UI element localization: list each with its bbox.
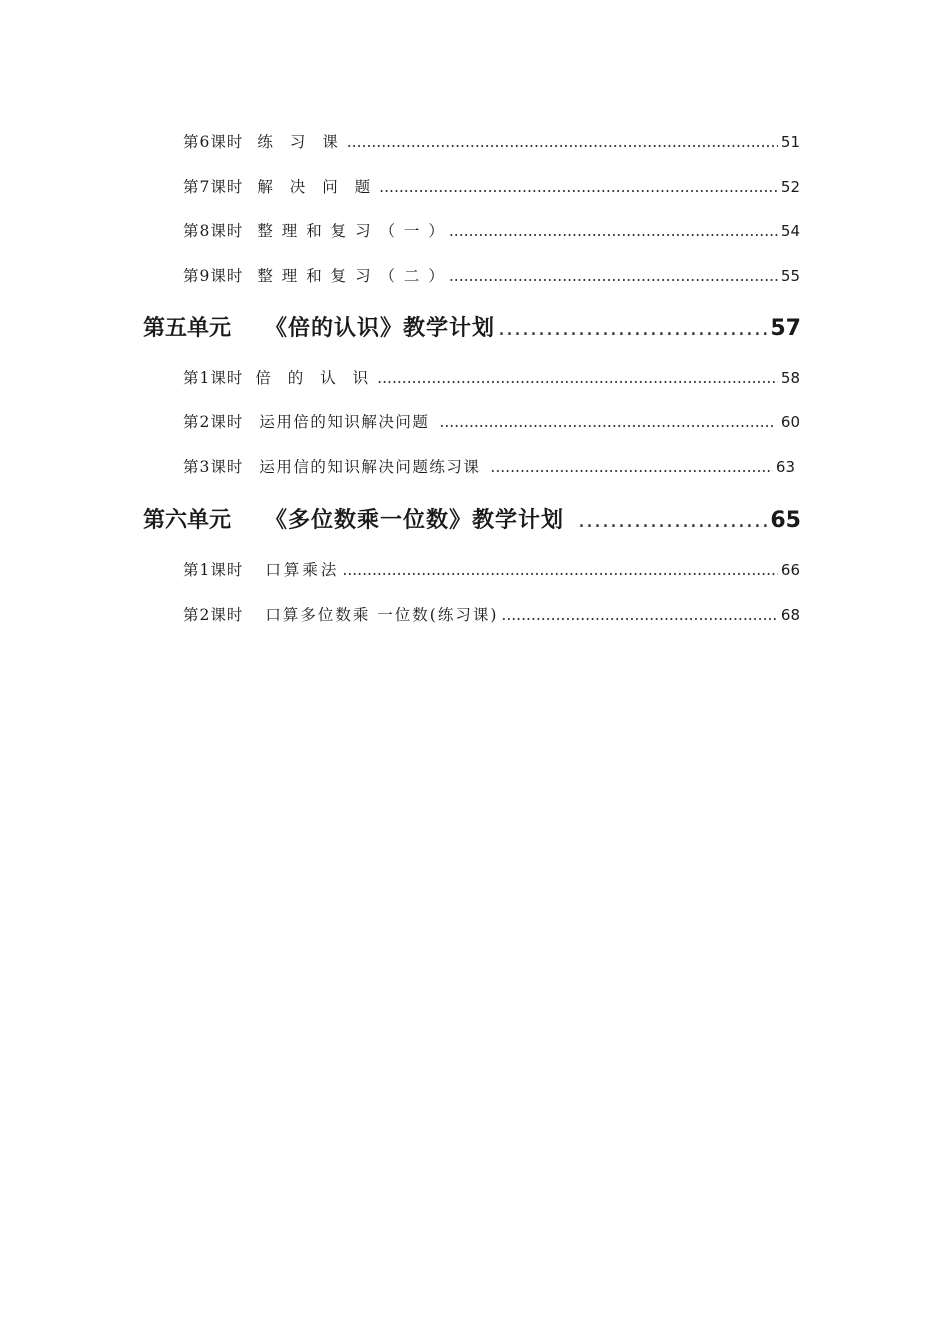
- toc-entry-title: 运用信的知识解决问题练习课: [259, 458, 481, 476]
- toc-entry-page: 66: [780, 561, 800, 579]
- toc-entry[interactable]: [183, 264, 800, 286]
- toc-entry[interactable]: [183, 175, 800, 197]
- toc-unit-heading[interactable]: [143, 311, 801, 342]
- unit-label: 第五单元: [143, 316, 232, 341]
- unit-page: 57: [770, 316, 801, 341]
- dot-leader: [342, 561, 778, 579]
- toc-entry-label: 第9课时: [183, 267, 244, 285]
- toc-entry-page: 63: [775, 458, 795, 476]
- toc-entry[interactable]: [183, 130, 800, 152]
- toc-entry-page: 55: [780, 267, 800, 285]
- dot-leader: [578, 508, 767, 533]
- toc-entry[interactable]: [183, 410, 800, 432]
- toc-entry-label: 第1课时: [183, 561, 244, 579]
- toc-entry-page: 68: [780, 606, 800, 624]
- toc-entry-title: 整 理 和 复 习 （ 一 ）: [257, 222, 446, 240]
- toc-entry[interactable]: [183, 219, 800, 241]
- toc-entry-label: 第6课时: [183, 133, 244, 151]
- dot-leader: [449, 267, 778, 285]
- toc-entry-title: 整 理 和 复 习 （ 二 ）: [257, 267, 446, 285]
- unit-page: 65: [770, 508, 801, 533]
- dot-leader: [379, 178, 778, 196]
- toc-entry-title: 练 习 课: [257, 133, 344, 151]
- toc-entry-title: 倍 的 认 识: [255, 369, 375, 387]
- toc-entry-title: 解 决 问 题: [257, 178, 377, 196]
- dot-leader: [347, 133, 778, 151]
- toc-entry[interactable]: [183, 603, 800, 625]
- unit-title: 《倍的认识》教学计划: [265, 316, 496, 341]
- toc-entry-label: 第1课时: [183, 369, 244, 387]
- toc-entry-page: 52: [780, 178, 800, 196]
- toc-entry[interactable]: [183, 558, 800, 580]
- dot-leader: [498, 316, 767, 341]
- dot-leader: [449, 222, 778, 240]
- toc-entry-page: 51: [780, 133, 800, 151]
- toc-entry-label: 第8课时: [183, 222, 244, 240]
- dot-leader: [377, 369, 778, 387]
- toc-entry-page: 54: [780, 222, 800, 240]
- unit-label: 第六单元: [143, 508, 232, 533]
- toc-entry-page: 58: [780, 369, 800, 387]
- toc-entry-page: 60: [780, 413, 800, 431]
- toc-entry-title: 运用倍的知识解决问题: [259, 413, 430, 431]
- dot-leader: [501, 606, 778, 624]
- toc-entry-label: 第7课时: [183, 178, 244, 196]
- toc-unit-heading[interactable]: [143, 503, 801, 534]
- toc-entry-label: 第2课时: [183, 606, 244, 624]
- toc-entry-title: 口算多位数乘 一位数(练习课): [265, 606, 499, 624]
- toc-entry-title: 口算乘法: [265, 561, 340, 579]
- unit-title: 《多位数乘一位数》教学计划: [265, 508, 565, 533]
- toc-entry-label: 第2课时: [183, 413, 244, 431]
- toc-entry[interactable]: [183, 366, 800, 388]
- dot-leader: [490, 458, 773, 476]
- toc-entry[interactable]: [183, 455, 795, 477]
- toc-entry-label: 第3课时: [183, 458, 244, 476]
- dot-leader: [439, 413, 773, 431]
